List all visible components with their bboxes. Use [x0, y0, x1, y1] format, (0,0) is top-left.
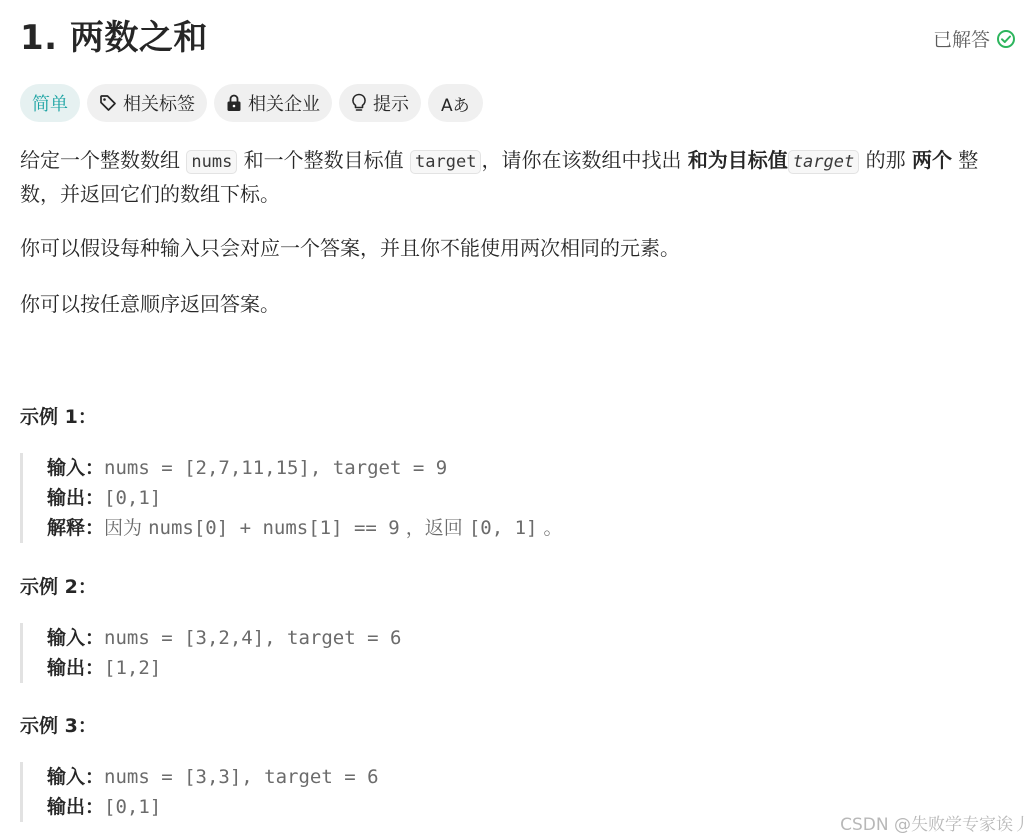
output-label: 输出： [47, 487, 105, 509]
example-3-output [47, 792, 379, 822]
example-2-output [47, 653, 401, 683]
inline-code: target [410, 150, 481, 174]
example-2-input [47, 623, 401, 653]
title-row [20, 16, 1016, 64]
inline-code: target [788, 150, 859, 174]
example-3-title: 示例 3： [20, 715, 97, 737]
explain-text: ，返回 [399, 517, 469, 539]
hints-label: 提示 [373, 94, 409, 115]
example-2-title: 示例 2： [20, 576, 97, 598]
desc-bold: 两个 [911, 148, 952, 172]
example-3-block [20, 762, 379, 822]
description-paragraph-2: 你可以假设每种输入只会对应一个答案，并且你不能使用两次相同的元素。 [20, 236, 680, 260]
output-value: [0,1] [104, 796, 162, 818]
desc-bold: 和为目标值 [687, 148, 788, 172]
watermark: CSDN @失败学专家诶丿 [840, 815, 1030, 835]
output-value: [0,1] [104, 487, 162, 509]
tag-bar [20, 84, 483, 122]
tag-icon [99, 94, 117, 112]
difficulty-badge[interactable] [20, 84, 80, 122]
example-1-explanation [47, 513, 563, 543]
related-tags-label: 相关标签 [123, 94, 195, 115]
desc-text: 给定一个整数数组 [20, 148, 187, 172]
output-label: 输出： [47, 657, 105, 679]
desc-text: ，请你在该数组中找出 [481, 148, 688, 172]
inline-code: nums [186, 150, 237, 174]
example-1-input [47, 453, 563, 483]
explain-code: nums[0] + nums[1] == 9 [148, 517, 400, 539]
input-label: 输入： [47, 627, 105, 649]
example-1-block [20, 453, 563, 543]
desc-text: 的那 [859, 148, 912, 172]
explain-label: 解释： [47, 517, 105, 539]
difficulty-label: 简单 [32, 94, 68, 115]
example-2-block [20, 623, 401, 683]
example-1-output [47, 483, 563, 513]
example-1-title: 示例 1： [20, 406, 97, 428]
description-paragraph-1 [20, 144, 995, 210]
lock-icon [226, 94, 242, 112]
explain-text: 。 [537, 517, 563, 539]
explain-text: 因为 [104, 517, 149, 539]
description-paragraph-3: 你可以按任意顺序返回答案。 [20, 292, 280, 316]
explain-code: [0, 1] [468, 517, 538, 539]
hints-button[interactable] [339, 84, 421, 122]
solved-status[interactable] [933, 25, 1016, 52]
solved-label: 已解答 [932, 29, 990, 51]
desc-text: 和一个整数目标值 [237, 148, 411, 172]
problem-title[interactable]: 1. 两数之和 [20, 18, 208, 58]
desc-text: 整数，并返回它们的数组下标。 [20, 148, 979, 206]
input-label: 输入： [47, 457, 105, 479]
example-3-input [47, 762, 379, 792]
output-value: [1,2] [104, 657, 162, 679]
related-companies-label: 相关企业 [248, 94, 320, 115]
input-value: nums = [3,2,4], target = 6 [104, 627, 402, 649]
translate-button[interactable] [428, 84, 483, 122]
related-companies-button[interactable] [214, 84, 332, 122]
input-value: nums = [3,3], target = 6 [104, 766, 379, 788]
lightbulb-icon [351, 93, 367, 113]
translate-icon: Aあ [441, 95, 470, 116]
related-tags-button[interactable] [87, 84, 207, 122]
output-label: 输出： [47, 796, 105, 818]
input-value: nums = [2,7,11,15], target = 9 [104, 457, 448, 479]
check-circle-icon [996, 29, 1016, 49]
input-label: 输入： [47, 766, 105, 788]
